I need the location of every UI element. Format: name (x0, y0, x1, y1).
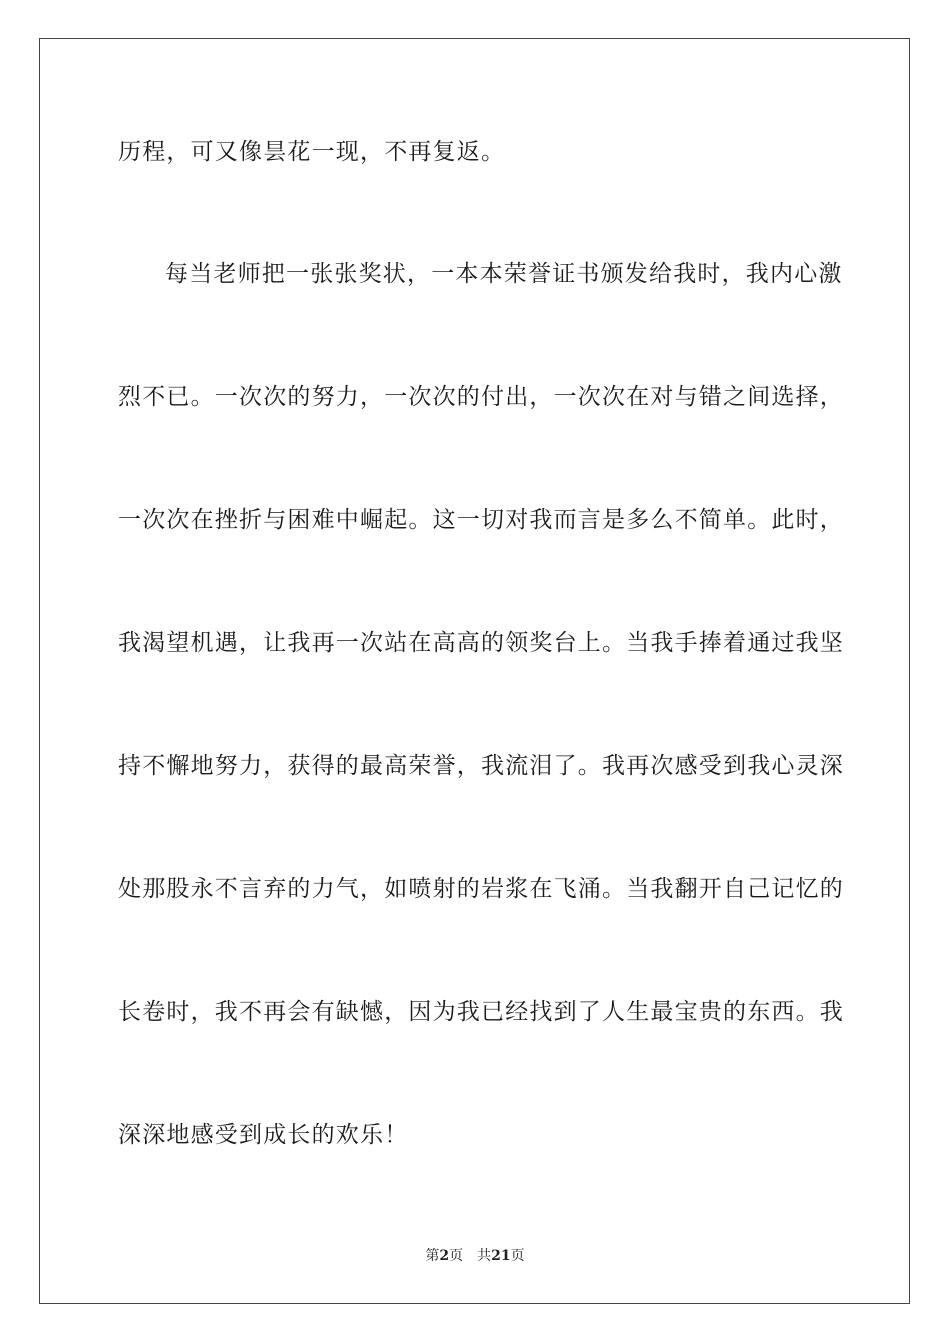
text-line-6: 持不懈地努力，获得的最高荣誉，我流泪了。我再次感受到我心灵深 (118, 753, 844, 779)
text-line-3: 烈不已。一次次的努力，一次次的付出，一次次在对与错之间选择， (118, 384, 844, 410)
page-footer (0, 1247, 950, 1265)
text-line-2: 每当老师把一张张奖状，一本本荣誉证书颁发给我时，我内心激 (165, 261, 843, 287)
page-number: 2 (439, 1248, 450, 1264)
text-line-8: 长卷时，我不再会有缺憾，因为我已经找到了人生最宝贵的东西。我 (118, 999, 844, 1025)
text-line-9: 深深地感受到成长的欢乐！ (118, 1122, 409, 1148)
page-frame (39, 38, 910, 1304)
text-line-7: 处那股永不言弃的力气，如喷射的岩浆在飞涌。当我翻开自己记忆的 (118, 876, 844, 902)
total-pages: 21 (491, 1248, 511, 1264)
total-prefix: 共 (477, 1248, 492, 1264)
text-line-1: 历程，可又像昙花一现，不再复返。 (118, 139, 506, 165)
text-line-4: 一次次在挫折与困难中崛起。这一切对我而言是多么不简单。此时， (118, 507, 844, 533)
page-prefix: 第 (425, 1248, 440, 1264)
page-suffix: 页 (449, 1248, 464, 1264)
total-suffix: 页 (510, 1248, 525, 1264)
text-line-5: 我渴望机遇，让我再一次站在高高的领奖台上。当我手捧着通过我坚 (118, 630, 844, 656)
